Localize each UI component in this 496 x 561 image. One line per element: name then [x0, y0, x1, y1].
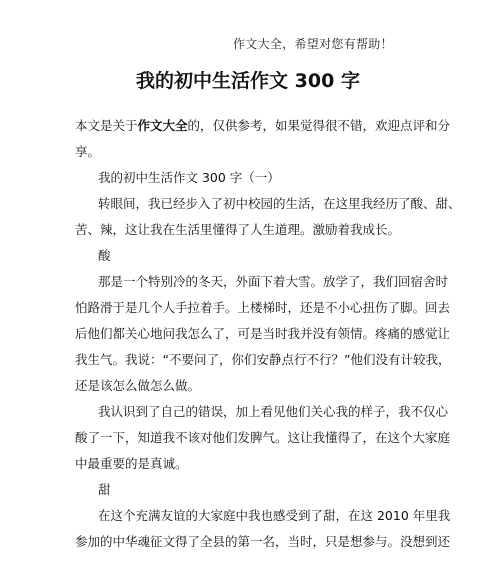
header-note: 作文大全，希望对您有帮助！ [233, 37, 393, 51]
paragraph-line: 中最重要的是真诚。 [75, 456, 188, 471]
intro-bold-keyword: 作文大全 [137, 118, 188, 133]
subheading-sour: 酸 [98, 248, 111, 263]
paragraph-line: 参加的中华魂征文得了全县的第一名，当时，只是想参与。没想到还 [75, 534, 451, 549]
section-heading-1: 我的初中生活作文 300 字（一） [98, 170, 280, 185]
paragraph-line: 后他们都关心地问我怎么了，可是当时我并没有领情。疼痛的感觉让 [75, 326, 451, 341]
intro-suffix: 的，仅供参考，如果觉得很不错，欢迎点评和分 [187, 118, 451, 133]
paragraph-line: 在这个充满友谊的大家庭中我也感受到了甜，在这 2010 年里我 [98, 508, 451, 523]
paragraph-line: 怕路滑于是几个人手拉着手。上楼梯时，还是不小心扭伤了脚。回去 [75, 300, 451, 315]
paragraph-line: 我认识到了自己的错误，加上看见他们关心我的样子，我不仅心 [98, 404, 449, 419]
intro-line-2: 享。 [75, 144, 101, 159]
document-title: 我的初中生活作文 300 字 [136, 70, 360, 92]
paragraph-line: 酸了一下，知道我不该对他们发脾气。这让我懂得了，在这个大家庭 [75, 430, 451, 445]
intro-line-1 [75, 118, 450, 134]
paragraph-line: 苦、辣，这让我在生活里懂得了人生道理。激励着我成长。 [75, 222, 401, 237]
subheading-sweet: 甜 [98, 482, 111, 497]
paragraph-line: 那是一个特别冷的冬天，外面下着大雪。放学了，我们回宿舍时 [98, 274, 449, 289]
paragraph-line: 还是该怎么做怎么做。 [75, 378, 201, 393]
paragraph-line: 转眼间，我已经步入了初中校园的生活，在这里我经历了酸、甜、 [98, 196, 461, 211]
paragraph-line: 我生气。我说：“不要问了，你们安静点行不行？”他们没有计较我， [75, 352, 451, 367]
intro-prefix: 本文是关于 [75, 118, 138, 133]
